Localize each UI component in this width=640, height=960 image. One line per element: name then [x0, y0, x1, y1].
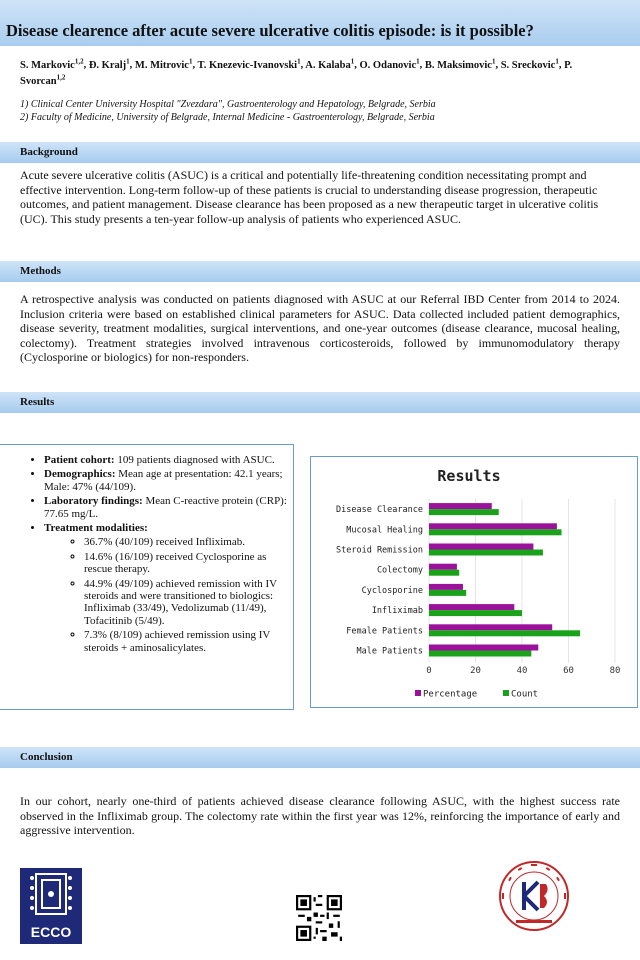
chart-bar-percentage — [429, 604, 514, 610]
results-chart — [310, 456, 638, 708]
methods-heading: Methods — [20, 265, 61, 277]
chart-category-label: Cyclosporine — [361, 585, 423, 596]
results-bullet: • Demographics: Mean age at presentation: 42.1 years; Male: 47% (44/109). — [44, 468, 292, 493]
chart-category-label: Mucosal Healing — [346, 525, 423, 536]
chart-bar-count — [429, 651, 531, 657]
author: T. Knezevic-Ivanovski$^1$ — [197, 57, 301, 71]
results-heading: Results — [20, 396, 55, 408]
author: B. Maksimovic$^1$ — [424, 57, 496, 71]
affiliation-1: 1) Clinical Center University Hospital "Zvezdara", Gastroenterology and Hepatology, Belgrade, Serbia — [20, 99, 436, 110]
chart-category-label: Steroid Remission — [336, 545, 423, 556]
author: M. Mitrovic$^1$ — [134, 57, 193, 71]
ecco-emblem-icon — [20, 868, 82, 924]
results-sub-bullet: ◦ 44.9% (49/109) achieved remission with IV steroids and were transitioned to biologics: Infliximab (33/49), Vedolizumab (11/49), Tofacitinib (5/49). — [84, 578, 292, 628]
chart-bar-percentage — [429, 544, 533, 550]
chart-tick-label: 80 — [609, 666, 621, 676]
results-sub-bullet: ◦ 14.6% (16/109) received Cyclosporine as rescue therapy. — [84, 551, 292, 576]
results-header — [0, 392, 640, 413]
ecco-logo — [20, 868, 82, 944]
chart-category-label: Infliximab — [371, 606, 423, 617]
chart-tick-label: 0 — [426, 666, 432, 676]
chart-category-label: Disease Clearance — [336, 505, 423, 516]
chart-tick-label: 20 — [470, 666, 481, 676]
qr-code-icon — [296, 895, 342, 941]
poster-title: Disease clearence after acute severe ulcerative colitis episode: is it possible? — [6, 21, 534, 40]
chart-bar-count — [429, 529, 562, 535]
author: S. Markovic$^{1,2}$ — [20, 57, 84, 71]
author-list: S. Markovic$^{1,2}$, Đ. Kralj$^1$, M. Mitrovic$^1$, T. Knezevic-Ivanovski$^1$, A. Kalaba$^1$, O. Odanovic$^1$, B. Maksimovic$^1$, S. Sreckovic$^1$, P. Svorcan$^{1,2}$ — [20, 57, 573, 87]
affiliation-2: 2) Faculty of Medicine, University of Belgrade, Internal Medicine - Gastroenterology, Belgrade, Serbia — [20, 112, 435, 123]
chart-bar-percentage — [429, 523, 557, 529]
chart-bar-count — [429, 570, 459, 576]
background-text: Acute severe ulcerative colitis (ASUC) is a critical and potentially life-threatening condition necessitating prompt and effective intervention. Long-term follow-up of these patients is crucial to understanding disease progression, therapeutic outcomes, and patient management. Disease clearance has been proposed as a new therapeutic target in ulcerative colitis (UC). This study presents a ten-year follow-up analysis of patients who experienced ASUC. — [20, 168, 599, 226]
results-bullet: • Laboratory findings: Mean C-reactive protein (CRP): 77.65 mg/L. — [44, 495, 292, 520]
chart-bar-count — [429, 550, 543, 556]
methods-text: A retrospective analysis was conducted on patients diagnosed with ASUC at our Referral IBD Center from 2014 to 2024. Inclusion criteria were based on established clinical parameters for ASUC. Data collected included patient demographics, disease severity, treatment modalities, surgical interventions, and one-year outcomes (disease clearance, mucosal healing, colectomy). Treatment strategies involved intravenous corticosteroids, followed by immunomodulatory therapy (Cyclosporine or biologics) for non-responders. — [20, 292, 620, 365]
chart-legend-swatch — [415, 690, 421, 696]
chart-tick-label: 60 — [563, 666, 574, 676]
results-sub-bullet: ◦ 7.3% (8/109) achieved remission using IV steroids + aminosalicylates. — [84, 629, 292, 654]
chart-bar-count — [429, 610, 522, 616]
author: Đ. Kralj$^1$ — [88, 57, 130, 71]
background-heading: Background — [20, 146, 78, 158]
conclusion-text: In our cohort, nearly one-third of patients achieved disease clearance following ASUC, with the highest success rate observed in the Infliximab group. The colectomy rate within the first year was 12%, reinforcing the importance of early and aggressive intervention. — [20, 794, 620, 838]
chart-title: Results — [437, 467, 501, 485]
methods-header — [0, 261, 640, 282]
chart-bar-percentage — [429, 564, 457, 570]
conclusion-header — [0, 747, 640, 768]
chart-svg — [311, 457, 637, 707]
chart-legend-swatch — [503, 690, 509, 696]
author: P. Svorcan$^{1,2}$ — [20, 59, 573, 87]
results-sub-bullet: ◦ 36.7% (40/109) received Infliximab. — [84, 536, 292, 548]
chart-bar-count — [429, 509, 499, 515]
author: S. Sreckovic$^1$ — [500, 57, 559, 71]
chart-legend-label: Count — [511, 689, 539, 700]
results-bullet: • Patient cohort: 109 patients diagnosed with ASUC. — [44, 454, 292, 466]
chart-legend-label: Percentage — [423, 689, 478, 700]
conclusion-heading: Conclusion — [20, 751, 73, 763]
chart-category-label: Female Patients — [346, 626, 423, 637]
background-header — [0, 142, 640, 163]
chart-bar-count — [429, 590, 466, 596]
chart-bar-percentage — [429, 503, 492, 509]
chart-bar-percentage — [429, 624, 552, 630]
hospital-seal-icon — [498, 860, 570, 932]
chart-bar-count — [429, 630, 580, 636]
results-list — [24, 454, 292, 656]
author: A. Kalaba$^1$ — [305, 57, 355, 71]
ecco-logo-text: ECCO — [30, 924, 72, 940]
chart-category-label: Colectomy — [376, 565, 423, 576]
chart-bar-percentage — [429, 584, 463, 590]
chart-category-label: Male Patients — [356, 646, 423, 657]
chart-bar-percentage — [429, 645, 538, 651]
results-bullet: • Treatment modalities: ◦ 36.7% (40/109) received Infliximab. ◦ 14.6% (16/109) received Cyclosporine as rescue therapy. ◦ 44.9% (49/109) achieved remission with IV steroids and were transitioned to biologics: Infliximab (33/49), Vedolizumab (11/49), Tofacitinib (5/49). ◦ 7.3% (8/109) achieved remission using IV steroids + aminosalicylates. — [44, 522, 292, 654]
author: O. Odanovic$^1$ — [359, 57, 420, 71]
affiliations — [20, 98, 436, 124]
chart-tick-label: 40 — [516, 666, 528, 676]
